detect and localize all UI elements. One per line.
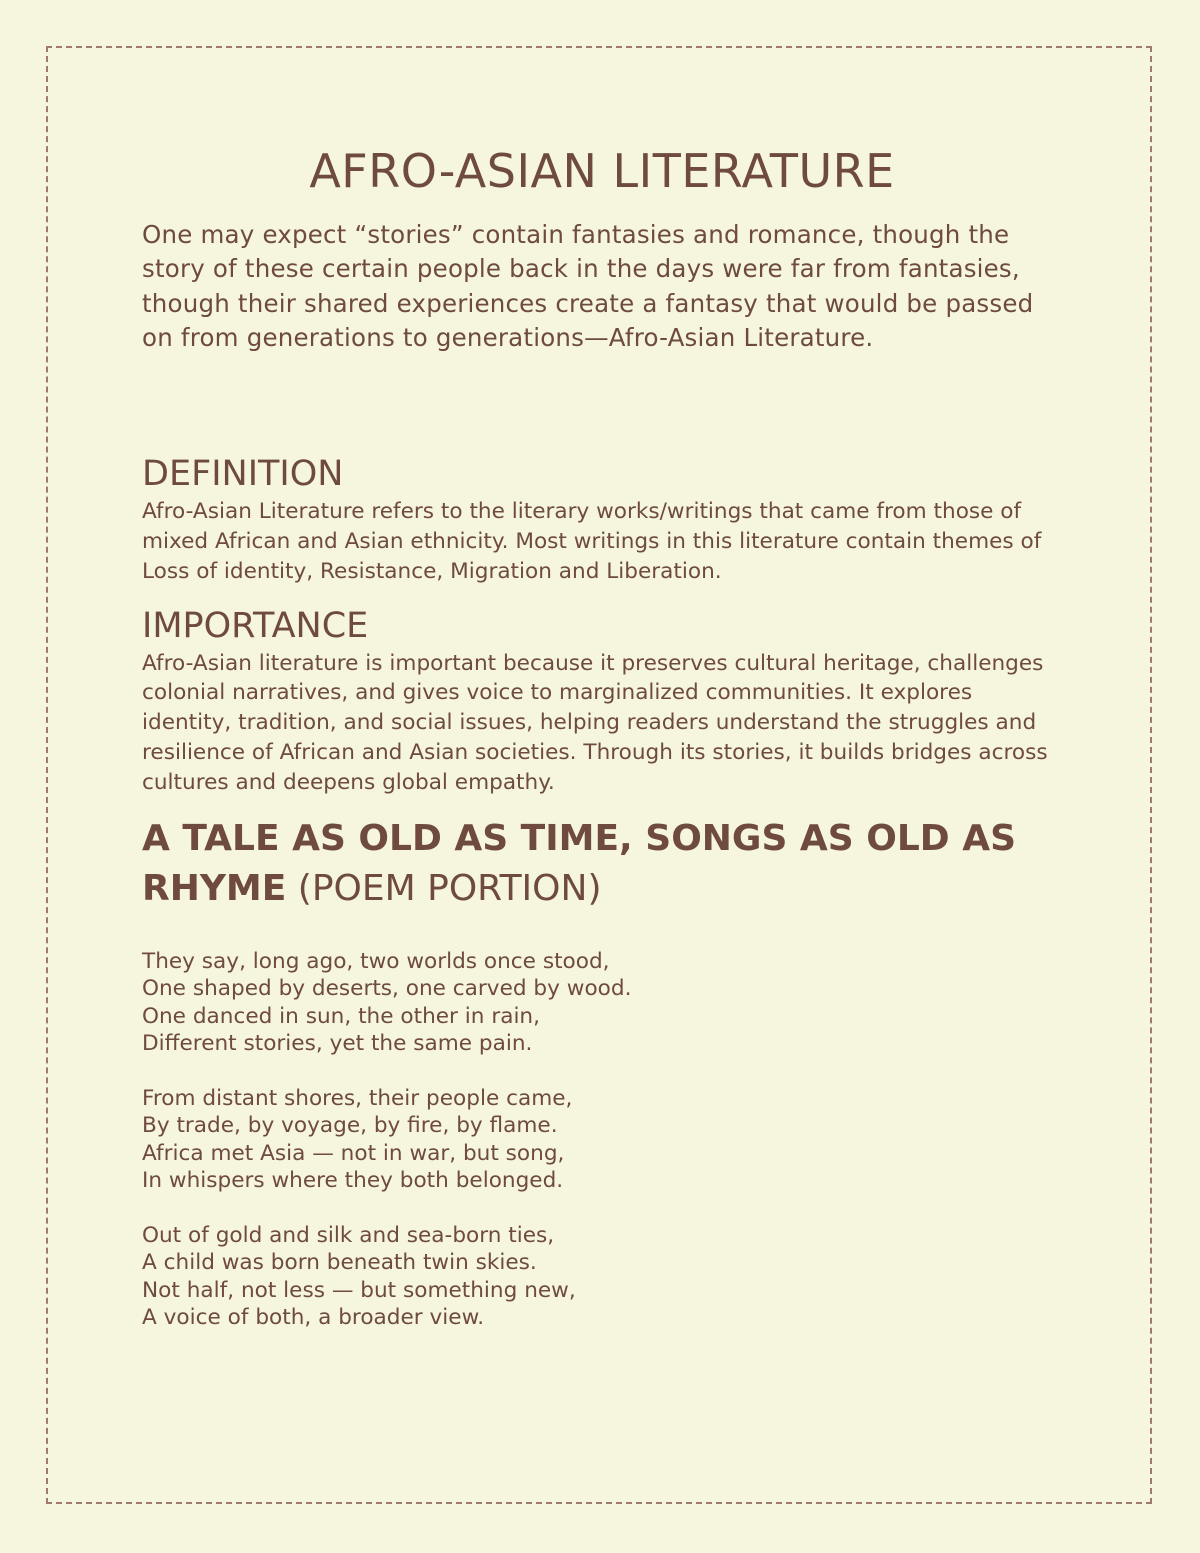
poem-line: Africa met Asia — not in war, but song, — [142, 1140, 565, 1166]
poem-line: Not half, not less — but something new, — [142, 1277, 576, 1303]
importance-body: Afro-Asian literature is important because it preserves cultural heritage, challenges colonial narratives, and gives voice to marginalized communities. It explores identity, tradition, and social issues, helping readers understand the struggles and resilience of African and Asian societies. Through its stories, it builds bridges across cultures and deepens global empathy. — [142, 650, 1048, 795]
poem-line: Out of gold and silk and sea-born ties, — [142, 1222, 555, 1248]
poem-line: From distant shores, their people came, — [142, 1085, 573, 1111]
poem-stanza-3 — [142, 1222, 1062, 1332]
poem-line: By trade, by voyage, by fire, by flame. — [142, 1113, 558, 1139]
poem — [142, 948, 1062, 1332]
poem-stanza-1 — [142, 948, 1062, 1058]
poem-title-suffix: (POEM PORTION) — [286, 867, 602, 909]
poem-line: A voice of both, a broader view. — [142, 1305, 485, 1331]
poem-line: One danced in sun, the other in rain, — [142, 1003, 540, 1029]
poem-stanza-2 — [142, 1085, 1062, 1195]
poem-line: One shaped by deserts, one carved by wood. — [142, 976, 632, 1002]
poem-line: A child was born beneath twin skies. — [142, 1250, 537, 1276]
poem-line: In whispers where they both belonged. — [142, 1168, 564, 1194]
poem-line: Different stories, yet the same pain. — [142, 1031, 533, 1057]
definition-heading: DEFINITION — [142, 454, 344, 495]
importance-heading: IMPORTANCE — [142, 605, 369, 646]
poem-line: They say, long ago, two worlds once stood, — [142, 948, 610, 974]
document-title: AFRO-ASIAN LITERATURE — [309, 144, 895, 198]
document-content — [142, 138, 1062, 1359]
poem-heading — [142, 814, 1062, 914]
intro-paragraph: One may expect “stories” contain fantasies and romance, though the story of these certain people back in the days were far from fantasies, though their shared experiences create a fantasy that would be passed on from generations to generations—Afro-Asian Literature. — [142, 220, 1034, 352]
poem-title-bold: A TALE AS OLD AS TIME, SONGS AS OLD AS RHYME — [142, 817, 1017, 909]
definition-body: Afro-Asian Literature refers to the literary works/writings that came from those of mixed African and Asian ethnicity. Most writings in this literature contain themes of Loss of identity, Resistance, Migration and Liberation. — [142, 499, 1042, 584]
